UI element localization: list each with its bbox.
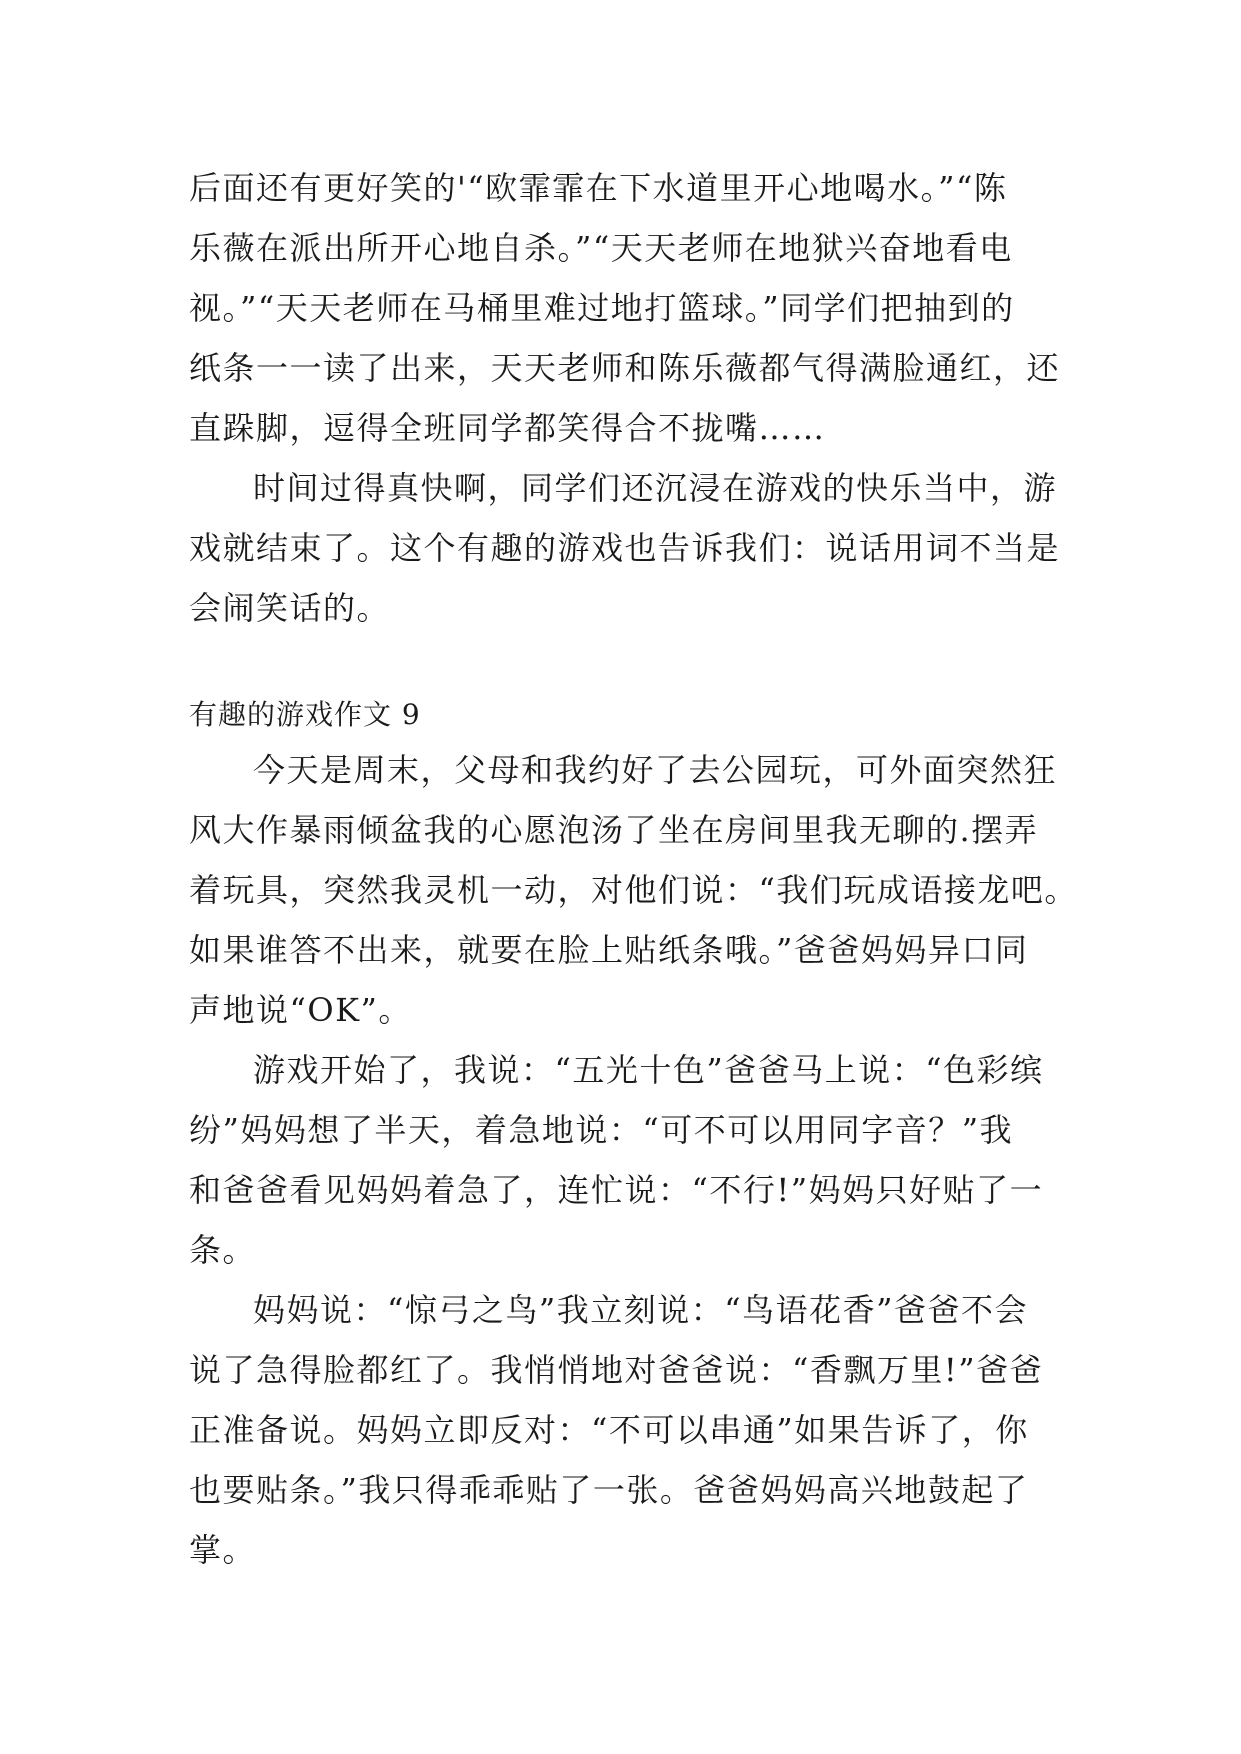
text-line: 直跺脚，逗得全班同学都笑得合不拢嘴…… — [189, 409, 826, 447]
paragraph-b3 — [189, 1280, 1059, 1580]
text-line: 如果谁答不出来，就要在脸上贴纸条哦。”爸爸妈妈异口同 — [189, 931, 1029, 969]
paragraph-b2 — [189, 1040, 1059, 1280]
text-line: 会闹笑话的。 — [189, 589, 391, 627]
text-line: 戏就结束了。这个有趣的游戏也告诉我们：说话用词不当是 — [189, 529, 1061, 567]
text-line: 风大作暴雨倾盆我的心愿泡汤了坐在房间里我无聊的.摆弄 — [189, 811, 1039, 849]
text-line: 和爸爸看见妈妈着急了，连忙说：“不行!”妈妈只好贴了一 — [189, 1171, 1044, 1209]
text-line: 正准备说。妈妈立即反对：“不可以串通”如果告诉了，你 — [189, 1411, 1029, 1449]
text-line: 游戏开始了，我说：“五光十色”爸爸马上说：“色彩缤 — [253, 1051, 1044, 1089]
text-line: 纷”妈妈想了半天，着急地说：“可不可以用同字音？”我 — [189, 1111, 1014, 1149]
text-line: 声地说“OK”。 — [189, 991, 412, 1029]
section-heading: 有趣的游戏作文 9 — [189, 698, 421, 731]
text-line: 纸条一一读了出来，天天老师和陈乐薇都气得满脸通红，还 — [189, 349, 1061, 387]
paragraph-a2 — [189, 458, 1059, 638]
text-line: 条。 — [189, 1231, 257, 1269]
text-line: 掌。 — [189, 1531, 257, 1569]
text-line: 着玩具，突然我灵机一动，对他们说：“我们玩成语接龙吧。 — [189, 871, 1078, 909]
text-line: 时间过得真快啊，同学们还沉浸在游戏的快乐当中，游 — [253, 469, 1058, 507]
text-line: 后面还有更好笑的'“欧霏霏在下水道里开心地喝水。”“陈 — [189, 169, 1008, 207]
paragraph-b1 — [189, 740, 1078, 1040]
text-line: 乐薇在派出所开心地自杀。”“天天老师在地狱兴奋地看电 — [189, 229, 1013, 267]
text-line: 说了急得脸都红了。我悄悄地对爸爸说：“香飘万里!”爸爸 — [189, 1351, 1044, 1389]
paragraph-a1 — [189, 158, 1059, 458]
text-line: 也要贴条。”我只得乖乖贴了一张。爸爸妈妈高兴地鼓起了 — [189, 1471, 1029, 1509]
text-line: 今天是周末，父母和我约好了去公园玩，可外面突然狂 — [253, 751, 1058, 789]
text-line: 视。”“天天老师在马桶里难过地打篮球。”同学们把抽到的 — [189, 289, 1015, 327]
text-line: 妈妈说：“惊弓之鸟”我立刻说：“鸟语花香”爸爸不会 — [253, 1291, 1028, 1329]
